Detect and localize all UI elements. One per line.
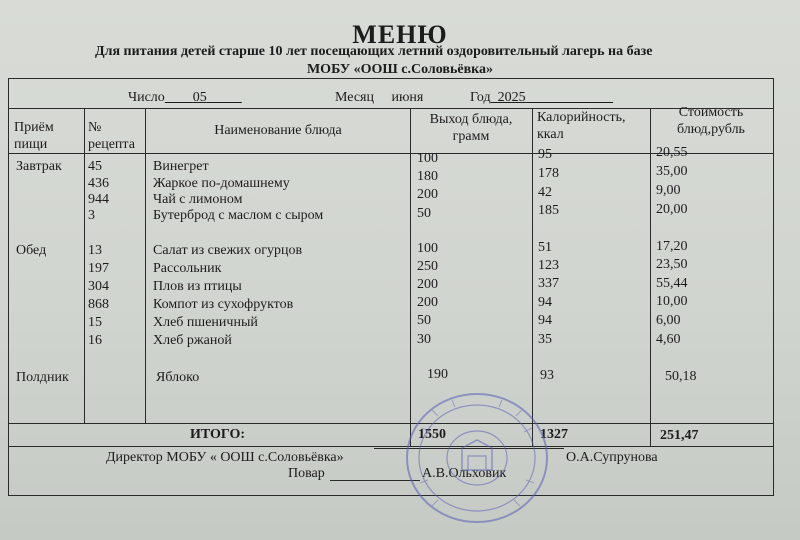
col-header-recipe: № рецепта — [88, 120, 135, 152]
dish-price: 50,18 — [665, 369, 697, 384]
total-label: ИТОГО: — [190, 427, 246, 442]
director-label: Директор МОБУ « ООШ с.Соловьёвка» — [106, 450, 344, 465]
dish-price: 23,50 — [656, 257, 688, 272]
dish-price: 6,00 — [656, 313, 681, 328]
recipe-number: 436 — [88, 176, 109, 191]
director-signature-line — [374, 447, 564, 449]
dish-name: Бутерброд с маслом с сыром — [153, 208, 324, 223]
dish-name: Салат из свежих огурцов — [153, 243, 303, 258]
dish-name: Винегрет — [153, 159, 209, 174]
dish-kcal: 337 — [538, 276, 559, 291]
dish-name: Компот из сухофруктов — [153, 297, 294, 312]
dish-price: 9,00 — [656, 183, 681, 198]
total-price: 251,47 — [660, 428, 699, 443]
col-header-meal: Приём пищи — [14, 120, 54, 152]
total-kcal: 1327 — [540, 427, 568, 442]
dish-kcal: 42 — [538, 185, 552, 200]
dish-weight: 200 — [417, 187, 438, 202]
dish-weight: 250 — [417, 259, 438, 274]
col-header-weight: Выход блюда, грамм — [429, 112, 513, 144]
recipe-number: 45 — [88, 159, 102, 174]
dish-kcal: 123 — [538, 258, 559, 273]
dish-kcal: 95 — [538, 147, 552, 162]
cook-label: Повар — [288, 466, 325, 481]
dish-weight: 200 — [417, 295, 438, 310]
dish-price: 20,00 — [656, 202, 688, 217]
dish-name: Плов из птицы — [153, 279, 242, 294]
year-value: 2025 — [497, 90, 526, 105]
cook-name: А.В.Ольховик — [422, 466, 507, 481]
dish-weight: 180 — [417, 169, 438, 184]
dish-kcal: 35 — [538, 332, 552, 347]
year-field: Год 2025 — [470, 90, 526, 105]
recipe-number: 15 — [88, 315, 102, 330]
col-divider-3 — [410, 108, 411, 446]
page-title: МЕНЮ — [352, 20, 448, 49]
recipe-number: 16 — [88, 333, 102, 348]
dish-weight: 200 — [417, 277, 438, 292]
dish-price: 4,60 — [656, 332, 681, 347]
col-divider-1 — [84, 108, 85, 423]
dish-weight: 50 — [417, 206, 431, 221]
dish-price: 35,00 — [656, 164, 688, 179]
recipe-number: 3 — [88, 208, 95, 223]
dish-kcal: 178 — [538, 166, 559, 181]
col-divider-4 — [532, 108, 533, 446]
school-name: МОБУ «ООШ с.Соловьёвка» — [306, 62, 494, 77]
dish-weight: 190 — [427, 367, 448, 382]
recipe-number: 13 — [88, 243, 102, 258]
dish-price: 17,20 — [656, 239, 688, 254]
dish-name: Рассольник — [153, 261, 222, 276]
dish-weight: 100 — [417, 241, 438, 256]
dish-name: Жаркое по-домашнему — [153, 176, 290, 191]
day-field: Число 05 — [128, 90, 207, 105]
recipe-number: 304 — [88, 279, 109, 294]
dish-name: Хлеб ржаной — [153, 333, 232, 348]
recipe-number: 197 — [88, 261, 109, 276]
col-divider-5 — [650, 108, 651, 446]
dish-kcal: 94 — [538, 313, 552, 328]
col-header-kcal: Калорийность, ккал — [537, 110, 626, 142]
dish-weight: 30 — [417, 332, 431, 347]
total-weight: 1550 — [418, 427, 446, 442]
dish-price: 10,00 — [656, 294, 688, 309]
recipe-number: 868 — [88, 297, 109, 312]
dish-kcal: 185 — [538, 203, 559, 218]
dish-price: 20,55 — [656, 145, 688, 160]
dish-kcal: 94 — [538, 295, 552, 310]
meal-label-snack: Полдник — [16, 370, 69, 385]
dish-name: Хлеб пшеничный — [153, 315, 258, 330]
dish-name: Яблоко — [156, 370, 200, 385]
dish-kcal: 51 — [538, 240, 552, 255]
dish-weight: 50 — [417, 313, 431, 328]
day-value: 05 — [192, 90, 207, 105]
cook-signature-line — [330, 466, 420, 481]
menu-subtitle: Для питания детей старше 10 лет посещающих летний оздоровительный лагерь на базе — [95, 44, 653, 59]
total-top-line — [8, 423, 774, 424]
col-header-dish: Наименование блюда — [214, 123, 342, 138]
director-name: О.А.Супрунова — [566, 450, 658, 465]
dish-weight: 100 — [417, 151, 438, 166]
month-value: июня — [391, 90, 424, 105]
col-header-price: Стоимость блюд,рубль — [677, 105, 745, 137]
dish-kcal: 93 — [540, 368, 554, 383]
meal-label-breakfast: Завтрак — [16, 159, 62, 174]
month-field: Месяц июня — [335, 90, 424, 105]
dish-name: Чай с лимоном — [153, 192, 243, 207]
meal-label-lunch: Обед — [16, 243, 47, 258]
col-divider-2 — [145, 108, 146, 423]
recipe-number: 944 — [88, 192, 109, 207]
dish-price: 55,44 — [656, 276, 688, 291]
